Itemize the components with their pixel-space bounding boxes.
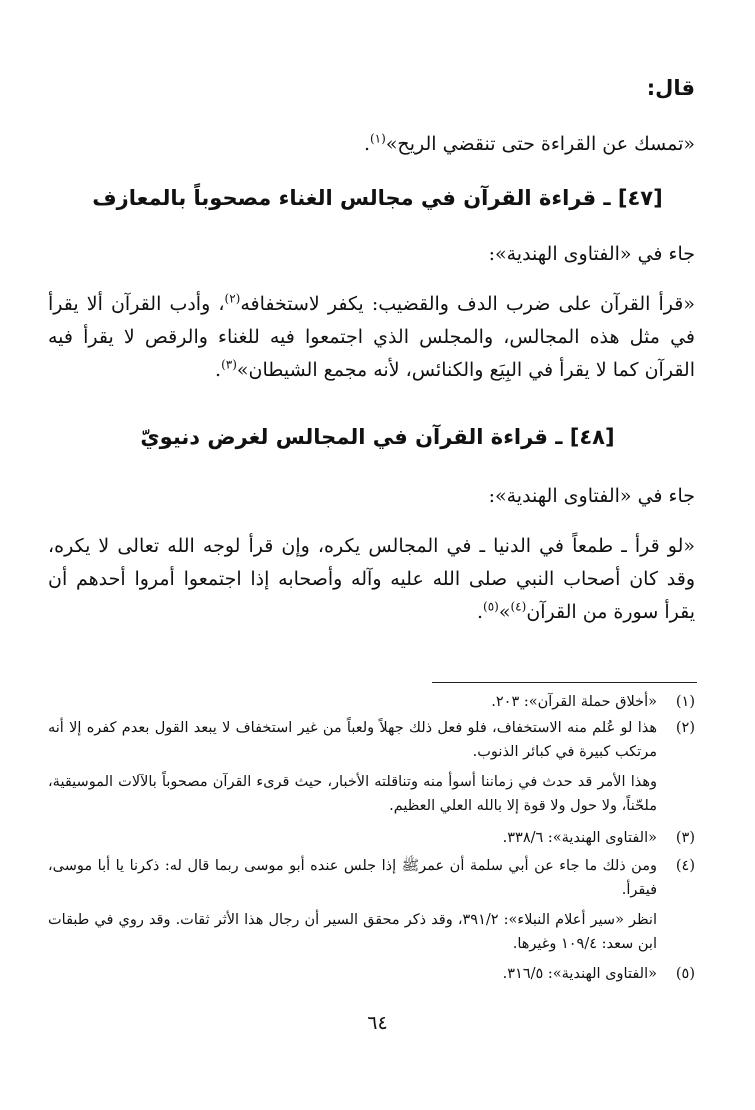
footnote-number: (٣) bbox=[675, 830, 695, 846]
source-line-48: جاء في «الفتاوى الهندية»: bbox=[488, 485, 695, 507]
footnote-ref-4: (٤) bbox=[510, 599, 527, 614]
paragraph-48 bbox=[48, 530, 695, 629]
footnote-text: وهذا الأمر قد حدث في زماننا أسوأ منه وتناقلته الأخبار، حيث قرىء القرآن مصحوباً بالآلات الموسيقية، ملحّناً، ولا حول ولا قوة إلا بالله العلي العظيم. bbox=[48, 774, 657, 814]
footnote-text: «أخلاق حملة القرآن»: ٢٠٣. bbox=[491, 694, 657, 710]
period: . bbox=[215, 359, 222, 381]
footnote-number: (٤) bbox=[675, 858, 695, 874]
section-heading-48: [٤٨] ـ قراءة القرآن في المجالس لغرض دنيويّ bbox=[140, 425, 615, 449]
quote-text: «تمسك عن القراءة حتى تنقضي الريح» bbox=[385, 133, 695, 155]
footnote-4-continued bbox=[48, 908, 695, 956]
footnote-4 bbox=[48, 854, 695, 902]
period: . bbox=[476, 601, 484, 623]
quote-paragraph bbox=[300, 128, 695, 161]
footnote-text: «الفتاوى الهندية»: ٣١٦/٥. bbox=[502, 966, 657, 982]
qal-label: قال: bbox=[646, 76, 695, 100]
footnote-text: انظر «سير أعلام النبلاء»: ٣٩١/٢، وقد ذكر محقق السير أن رجال هذا الأثر ثقات. وقد روي في طبقات ابن سعد: ١٠٩/٤ وغيرها. bbox=[48, 912, 657, 952]
footnote-text: ومن ذلك ما جاء عن أبي سلمة أن عمرﷺ إذا جلس عنده أبو موسى ربما قال له: ذكرنا يا أبا موسى، فيقرأ. bbox=[48, 858, 657, 898]
footnote-3 bbox=[48, 826, 695, 850]
footnote-ref-3: (٣) bbox=[221, 357, 237, 372]
paragraph-47 bbox=[48, 288, 695, 387]
source-line-47: جاء في «الفتاوى الهندية»: bbox=[488, 243, 695, 265]
page-number: ٦٤ bbox=[367, 1012, 388, 1034]
footnote-text: هذا لو عُلم منه الاستخفاف، فلو فعل ذلك جهلاً ولعباً من غير استخفاف لا يبعد القول بعدم كفره إلا أنه مرتكب كبيرة في كبائر الذنوب. bbox=[48, 720, 657, 760]
footnote-1 bbox=[48, 690, 695, 714]
footnote-ref-1: (١) bbox=[369, 131, 386, 146]
footnote-number: (١) bbox=[675, 694, 695, 710]
footnote-number: (٥) bbox=[675, 966, 695, 982]
paragraph-48-text-b: » bbox=[498, 601, 511, 623]
footnote-number: (٢) bbox=[675, 720, 695, 736]
paragraph-48-text-a: «لو قرأ ـ طمعاً في الدنيا ـ في المجالس يكره، وإن قرأ لوجه الله تعالى لا يكره، وقد كان أصحاب النبي صلى الله عليه وآله وأصحابه إذا اجتمعوا أمروا أحدهم أن يقرأ سورة من القرآن bbox=[48, 535, 695, 623]
footnote-5 bbox=[48, 962, 695, 986]
footnote-ref-5: (٥) bbox=[483, 599, 499, 614]
footnote-divider bbox=[432, 682, 697, 683]
footnote-text: «الفتاوى الهندية»: ٣٣٨/٦. bbox=[502, 830, 657, 846]
period: . bbox=[363, 133, 370, 155]
paragraph-47-text-b: ، وأدب القرآن ألا يقرأ في مثل هذه المجالس، والمجلس الذي اجتمعوا فيه للغناء والرقص لا يقرأ فيه القرآن كما لا يقرأ في البِيَع والكنائس، لأنه مجمع الشيطان» bbox=[48, 293, 695, 381]
footnote-2-continued bbox=[48, 770, 695, 818]
footnote-ref-2: (٢) bbox=[224, 291, 241, 306]
section-heading-47: [٤٧] ـ قراءة القرآن في مجالس الغناء مصحوباً بالمعازف bbox=[92, 186, 663, 210]
footnote-2 bbox=[48, 716, 695, 764]
paragraph-47-text-a: «قرأ القرآن على ضرب الدف والقضيب: يكفر لاستخفافه bbox=[240, 293, 696, 315]
